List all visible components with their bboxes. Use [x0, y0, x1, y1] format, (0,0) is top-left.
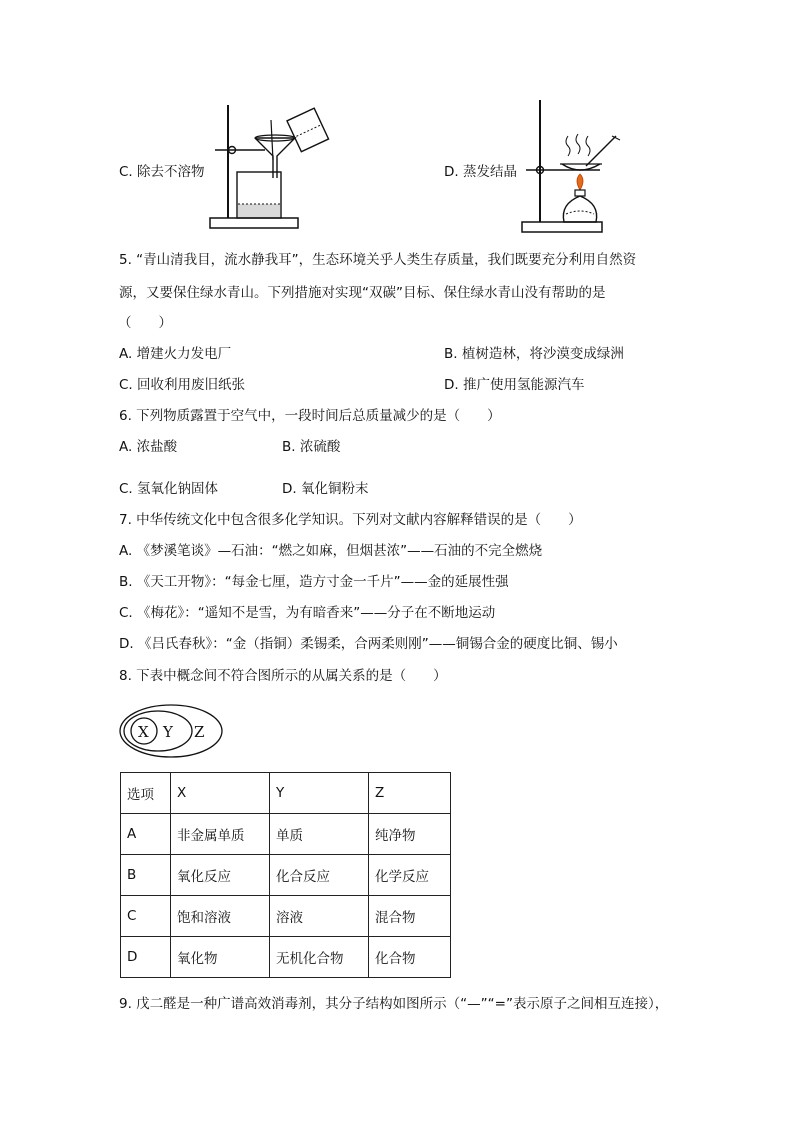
table-row — [121, 896, 451, 937]
q5-option-c: C. 回收利用废旧纸张 — [119, 377, 246, 393]
q5-answer-blank: （ ） — [118, 315, 172, 331]
table-cell: 混合物 — [369, 896, 451, 937]
table-header-cell: 选项 — [121, 773, 171, 814]
q5-stem-line1: 5. “青山清我目，流水静我耳”，生态环境关乎人类生存质量，我们既要充分利用自然资 — [119, 252, 637, 268]
table-cell: 单质 — [270, 814, 369, 855]
q9-stem-line1: 9. 戊二醛是一种广谱高效消毒剂，其分子结构如图所示（“—”“=”表示原子之间相互连接）， — [119, 996, 669, 1012]
set-y-label: Y — [163, 723, 173, 741]
q5-option-a: A. 增建火力发电厂 — [119, 346, 232, 362]
set-z-label: Z — [194, 723, 205, 741]
nested-sets-diagram — [118, 703, 224, 759]
table-cell: 纯净物 — [369, 814, 451, 855]
table-cell: 饱和溶液 — [171, 896, 270, 937]
q6-option-b: B. 浓硫酸 — [282, 439, 341, 455]
table-cell: A — [121, 814, 171, 855]
table-cell: 化合物 — [369, 937, 451, 978]
q7-option-c: C. 《梅花》：“遥知不是雪，为有暗香来”——分子在不断地运动 — [119, 605, 496, 621]
filtration-apparatus-figure — [205, 100, 340, 232]
q7-option-a: A. 《梦溪笔谈》—石油：“燃之如麻，但烟甚浓”——石油的不完全燃烧 — [119, 543, 543, 559]
table-cell: C — [121, 896, 171, 937]
table-cell: D — [121, 937, 171, 978]
table-header-cell: Y — [270, 773, 369, 814]
q5-stem-line2: 源，又要保住绿水青山。下列措施对实现“双碳”目标、保住绿水青山没有帮助的是 — [119, 285, 606, 301]
q4-option-c: C. 除去不溶物 — [119, 164, 205, 180]
set-y-ellipse — [124, 711, 192, 751]
q4-option-d: D. 蒸发结晶 — [444, 164, 517, 180]
table-header-row — [121, 773, 451, 814]
table-row — [121, 814, 451, 855]
q6-option-a: A. 浓盐酸 — [119, 439, 178, 455]
table-cell: 氧化物 — [171, 937, 270, 978]
q7-stem: 7. 中华传统文化中包含很多化学知识。下列对文献内容解释错误的是（ ） — [119, 512, 582, 528]
table-row — [121, 937, 451, 978]
q6-stem: 6. 下列物质露置于空气中，一段时间后总质量减少的是（ ） — [119, 408, 501, 424]
table-cell: 溶液 — [270, 896, 369, 937]
table-header-cell: X — [171, 773, 270, 814]
q8-stem: 8. 下表中概念间不符合图所示的从属关系的是（ ） — [119, 668, 447, 684]
q7-option-b: B. 《天工开物》：“每金七厘，造方寸金一千片”——金的延展性强 — [119, 574, 509, 590]
q6-option-d: D. 氧化铜粉末 — [282, 481, 369, 497]
table-cell: B — [121, 855, 171, 896]
table-cell: 化合反应 — [270, 855, 369, 896]
table-cell: 无机化合物 — [270, 937, 369, 978]
table-cell: 化学反应 — [369, 855, 451, 896]
set-x-label: X — [138, 723, 149, 741]
table-header-cell: Z — [369, 773, 451, 814]
q8-concept-table — [120, 772, 451, 978]
evaporation-apparatus-figure — [520, 96, 630, 236]
q7-option-d: D. 《吕氏春秋》：“金（指铜）柔锡柔，合两柔则刚”——铜锡合金的硬度比铜、锡小 — [119, 636, 618, 652]
table-cell: 非金属单质 — [171, 814, 270, 855]
table-cell: 氧化反应 — [171, 855, 270, 896]
table-row — [121, 855, 451, 896]
q5-option-b: B. 植树造林，将沙漠变成绿洲 — [444, 346, 624, 362]
q6-option-c: C. 氢氧化钠固体 — [119, 481, 219, 497]
q5-option-d: D. 推广使用氢能源汽车 — [444, 377, 585, 393]
